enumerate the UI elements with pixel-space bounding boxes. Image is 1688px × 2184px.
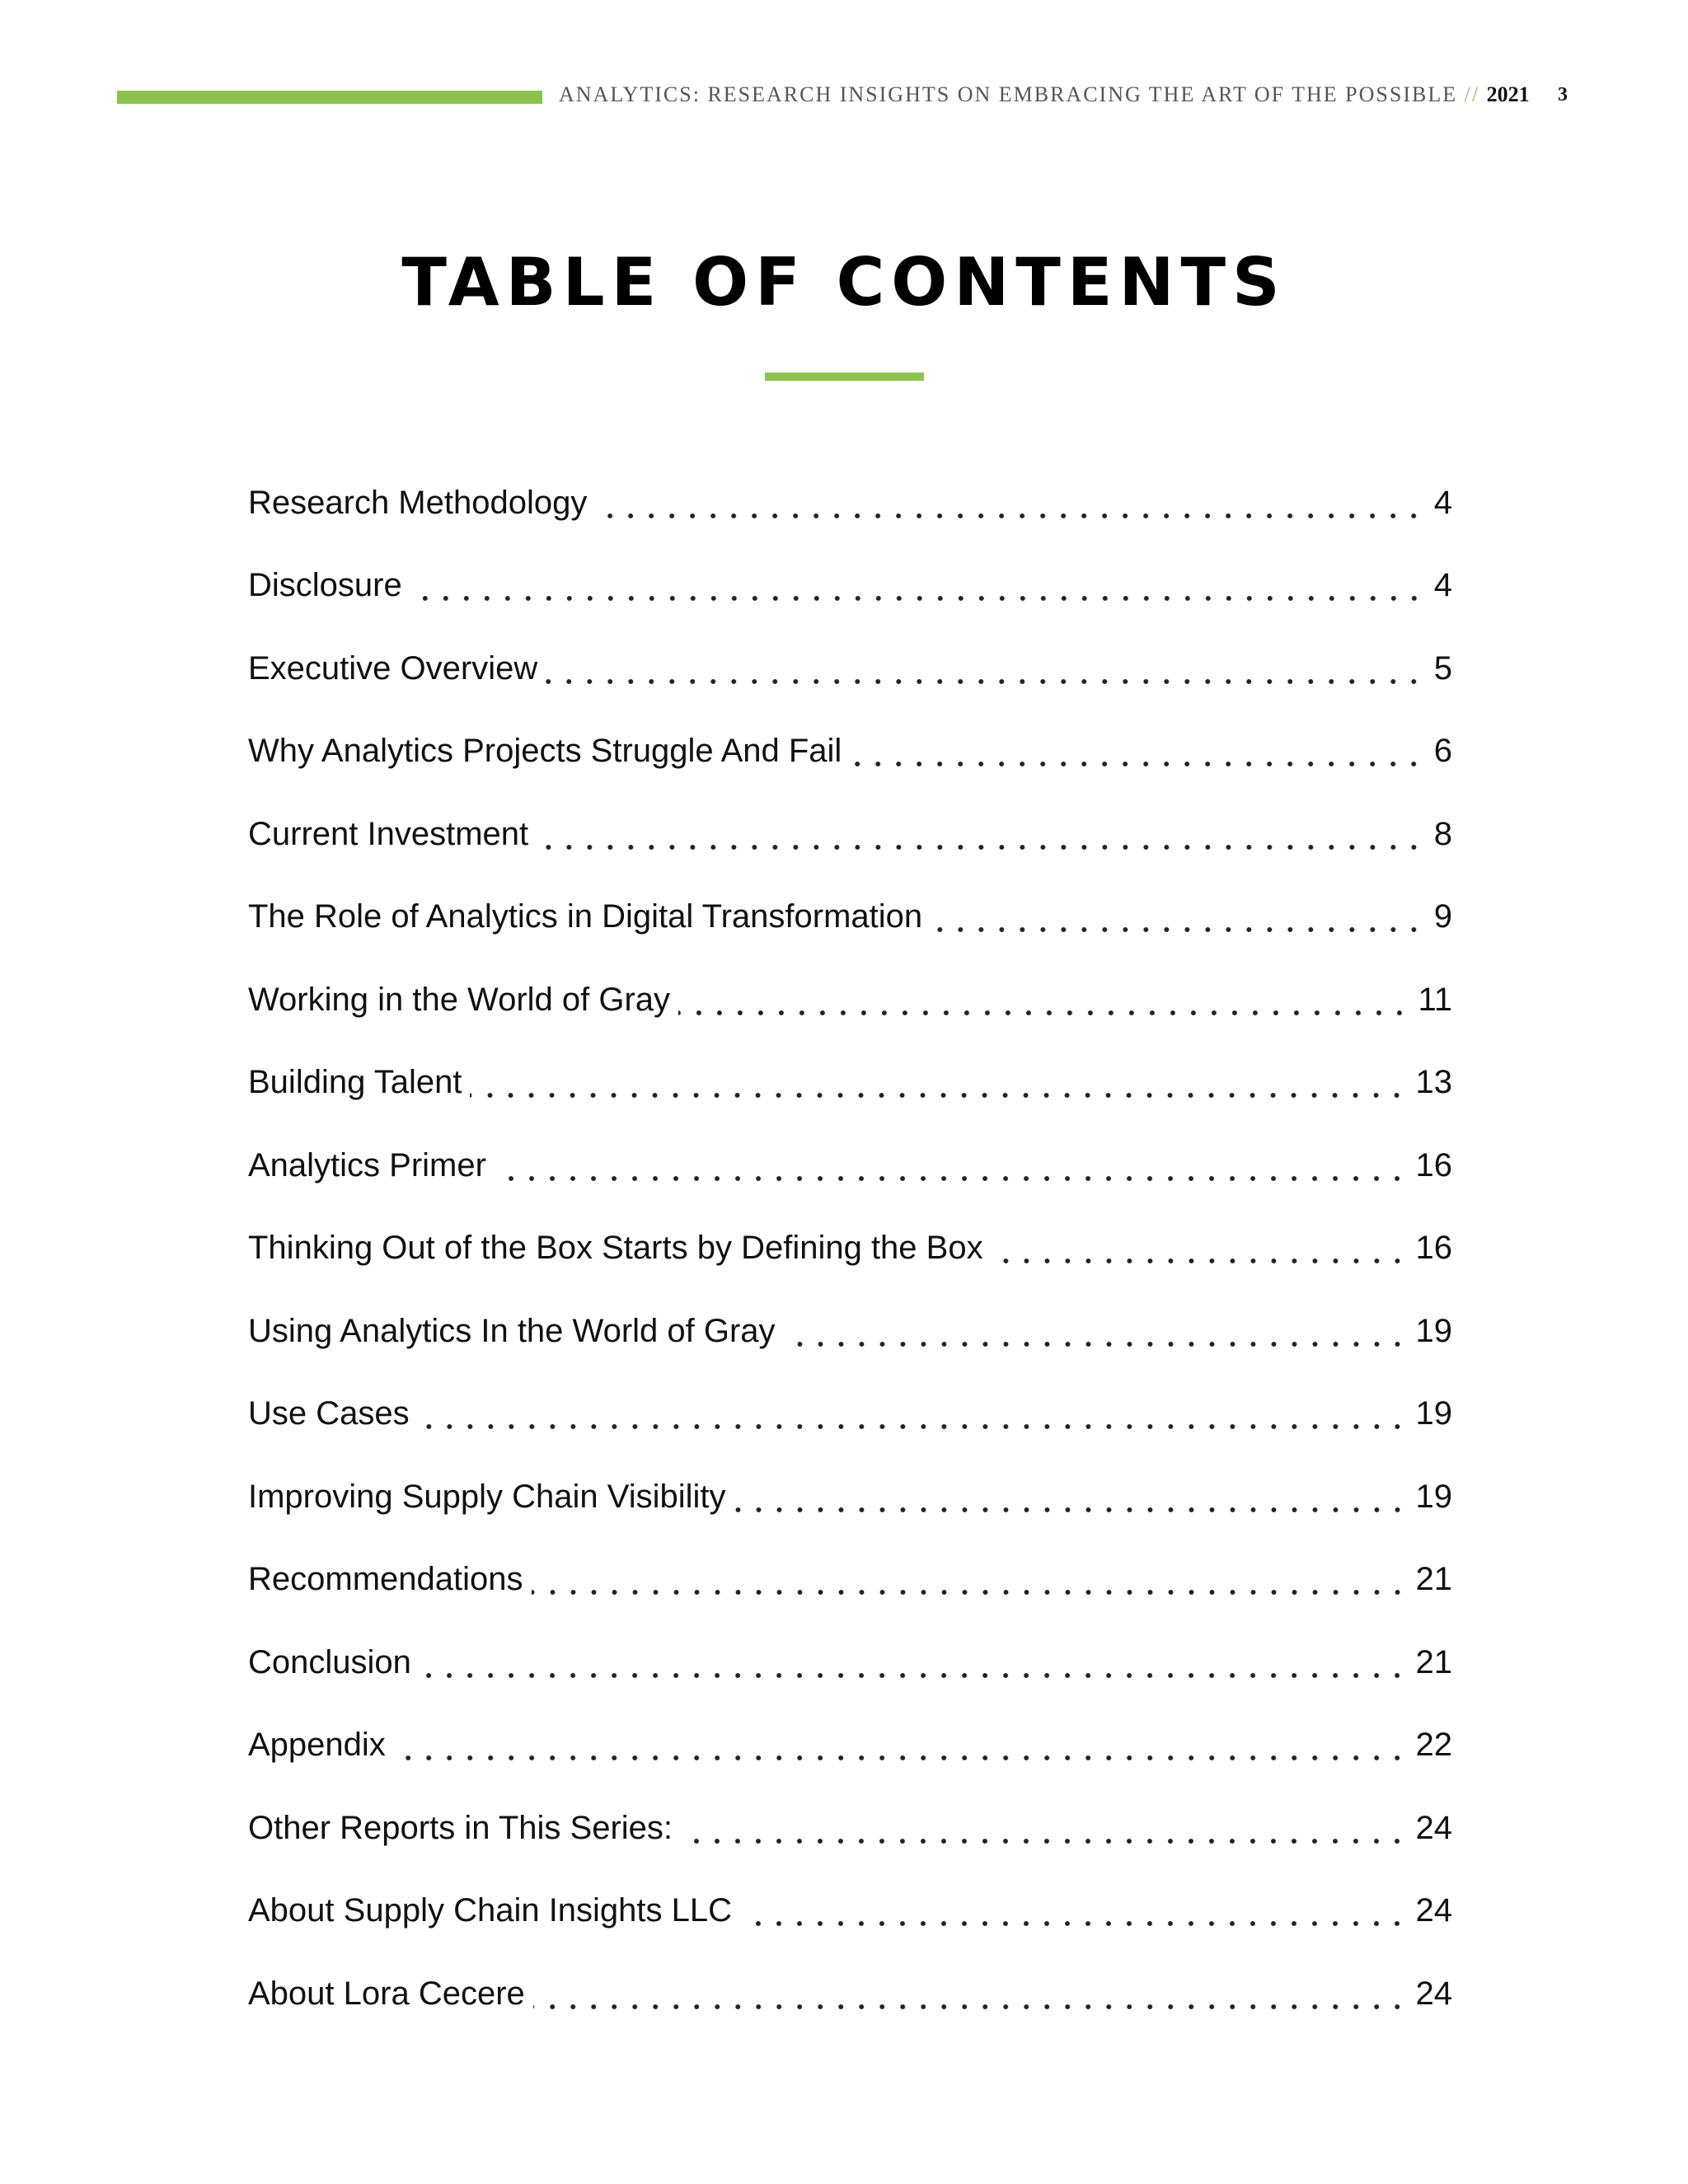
toc-entry-label: Using Analytics In the World of Gray (248, 1312, 776, 1349)
dot-leader (681, 1835, 1407, 1847)
toc-entry-page: 16 (1415, 1230, 1452, 1267)
dot-leader (850, 758, 1424, 770)
toc-entry-label: Current Investment (248, 815, 529, 852)
toc-entry[interactable] (248, 1042, 1452, 1125)
toc-entry-page: 19 (1415, 1478, 1452, 1515)
toc-entry-page: 22 (1415, 1727, 1452, 1764)
dot-leader (595, 510, 1424, 522)
toc-entry[interactable] (248, 462, 1452, 545)
toc-entry-page: 19 (1415, 1395, 1452, 1432)
toc-entry[interactable] (248, 1704, 1452, 1788)
dot-leader (470, 1090, 1407, 1101)
page-number: 3 (1558, 84, 1568, 105)
toc-entry[interactable] (248, 627, 1452, 710)
toc-entry-page: 8 (1433, 815, 1452, 852)
page-title: TABLE OF CONTENTS (401, 244, 1287, 321)
header-accent-bar (117, 91, 542, 104)
toc-entry[interactable] (248, 1621, 1452, 1704)
toc-entry-label: Use Cases (248, 1395, 410, 1432)
toc-entry[interactable] (248, 1290, 1452, 1373)
running-header (559, 82, 1530, 107)
toc-entry[interactable] (248, 1952, 1452, 2036)
toc-entry-page: 24 (1415, 1892, 1452, 1929)
dot-leader (532, 1586, 1408, 1598)
toc-entry[interactable] (248, 1455, 1452, 1539)
dot-leader (420, 1670, 1408, 1681)
dot-leader (740, 1918, 1407, 1929)
toc-entry-label: Building Talent (248, 1064, 462, 1101)
dot-leader (410, 593, 1424, 604)
report-year: 2021 (1486, 82, 1530, 106)
dot-leader (537, 841, 1424, 853)
toc-entry-page: 4 (1433, 567, 1452, 604)
dot-leader (418, 1421, 1408, 1432)
dot-leader (678, 1007, 1409, 1019)
toc-entry-page: 24 (1415, 1809, 1452, 1846)
toc-entry-label: Recommendations (248, 1561, 523, 1598)
toc-entry-label: Executive Overview (248, 649, 538, 687)
toc-entry-page: 24 (1415, 1975, 1452, 2012)
toc-entry-label: Improving Supply Chain Visibility (248, 1478, 726, 1515)
report-title: ANALYTICS: RESEARCH INSIGHTS ON EMBRACING THE ART OF THE POSSIBLE (559, 82, 1458, 106)
toc-entry-label: About Supply Chain Insights LLC (248, 1892, 733, 1929)
toc-entry[interactable] (248, 1373, 1452, 1456)
toc-entry-label: Why Analytics Projects Struggle And Fail (248, 733, 842, 770)
toc-entry[interactable] (248, 793, 1452, 876)
toc-entry[interactable] (248, 1787, 1452, 1870)
toc-entry-page: 4 (1433, 484, 1452, 521)
toc-entry[interactable] (248, 1124, 1452, 1207)
dot-leader (992, 1255, 1408, 1267)
toc-entry-page: 13 (1415, 1064, 1452, 1101)
toc-entry-label: The Role of Analytics in Digital Transformation (248, 898, 923, 935)
header-separator: // (1464, 82, 1480, 106)
toc-entry-page: 21 (1415, 1561, 1452, 1598)
dot-leader (533, 2001, 1408, 2013)
toc-entry[interactable] (248, 1207, 1452, 1291)
toc-entry-label: Working in the World of Gray (248, 981, 671, 1018)
dot-leader (495, 1173, 1408, 1184)
toc-entry-page: 16 (1415, 1146, 1452, 1183)
toc-entry-label: Disclosure (248, 567, 402, 604)
toc-entry-page: 21 (1415, 1643, 1452, 1680)
toc-entry-label: Appendix (248, 1727, 386, 1764)
title-underline (765, 373, 924, 381)
dot-leader (784, 1338, 1408, 1350)
dot-leader (394, 1752, 1408, 1764)
dot-leader (546, 676, 1424, 687)
toc-entry-label: Other Reports in This Series: (248, 1809, 673, 1846)
toc-entry[interactable] (248, 1870, 1452, 1953)
toc-entry-label: Analytics Primer (248, 1146, 486, 1183)
toc-entry-page: 6 (1433, 733, 1452, 770)
toc-entry[interactable] (248, 876, 1452, 959)
toc-entry-label: Conclusion (248, 1643, 411, 1680)
toc-entry[interactable] (248, 1539, 1452, 1622)
toc-entry[interactable] (248, 958, 1452, 1042)
dot-leader (931, 924, 1424, 935)
dot-leader (734, 1504, 1408, 1516)
toc-entry-label: Research Methodology (248, 484, 588, 521)
toc-entry[interactable] (248, 545, 1452, 628)
toc-entry-page: 9 (1433, 898, 1452, 935)
toc-entry-label: About Lora Cecere (248, 1975, 525, 2012)
toc-entry-page: 11 (1418, 981, 1452, 1018)
toc-entry-label: Thinking Out of the Box Starts by Defining the Box (248, 1230, 983, 1267)
table-of-contents (248, 462, 1452, 2036)
toc-entry[interactable] (248, 710, 1452, 794)
toc-entry-page: 19 (1415, 1312, 1452, 1349)
toc-entry-page: 5 (1433, 649, 1452, 687)
